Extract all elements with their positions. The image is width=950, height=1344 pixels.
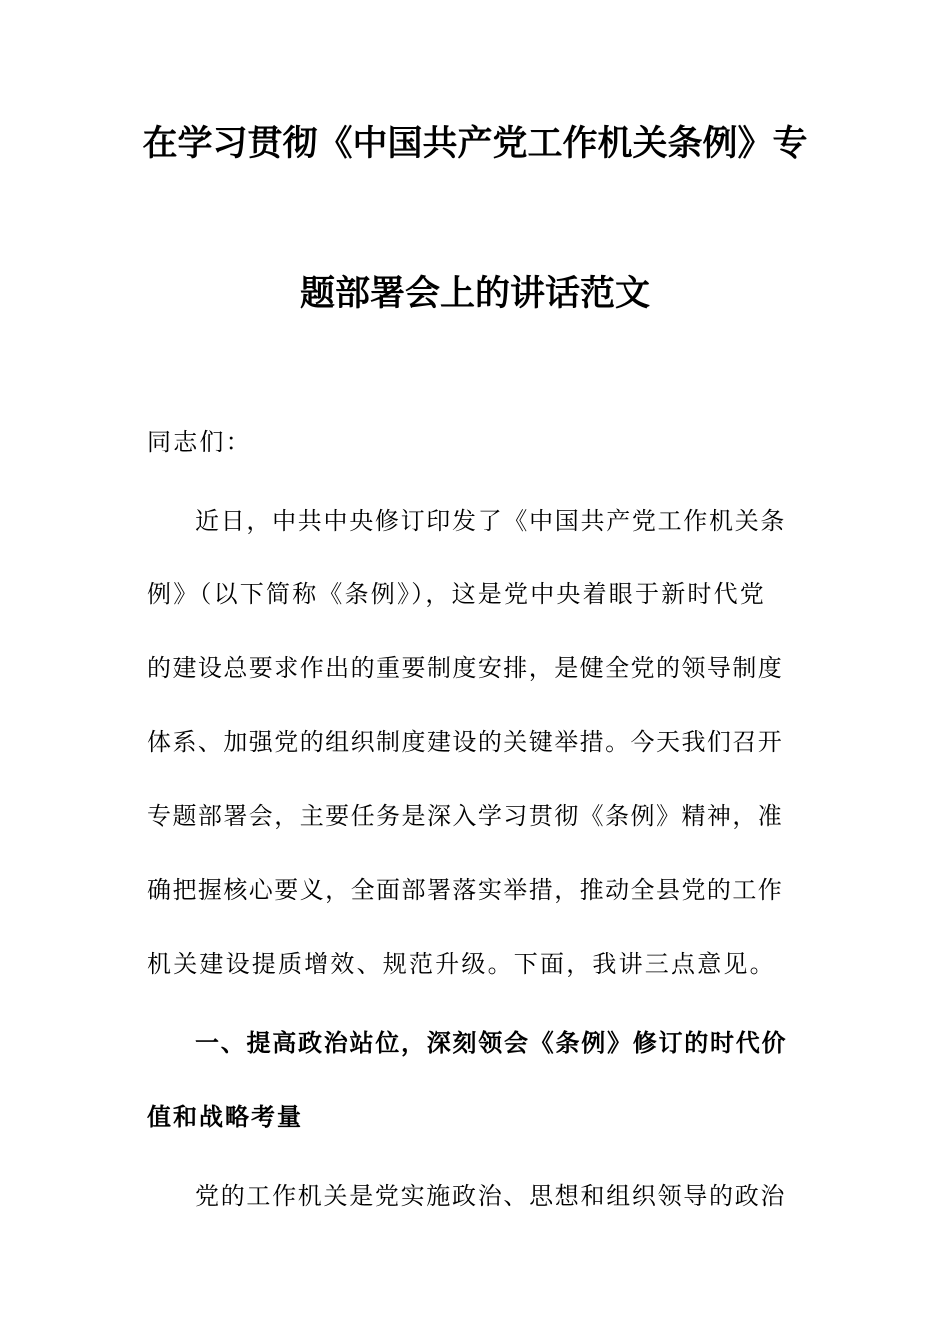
section-1-heading-line-2: 值和战略考量: [147, 1103, 303, 1131]
paragraph-1-line-3: 的建设总要求作出的重要制度安排，是健全党的领导制度: [147, 654, 784, 682]
paragraph-1-line-1: 近日，中共中央修订印发了《中国共产党工作机关条: [195, 507, 787, 535]
section-1-heading-line-1: 一、提高政治站位，深刻领会《条例》修订的时代价: [195, 1029, 788, 1057]
document-title-line-2: 题部署会上的讲话范文: [299, 274, 650, 314]
paragraph-2-line-1: 党的工作机关是党实施政治、思想和组织领导的政治: [195, 1182, 787, 1210]
paragraph-1-line-6: 确把握核心要义，全面部署落实举措，推动全县党的工作: [147, 876, 784, 904]
paragraph-1-line-4: 体系、加强党的组织制度建设的关键举措。今天我们召开: [147, 728, 784, 756]
paragraph-1-line-5: 专题部署会，主要任务是深入学习贯彻《条例》精神，准: [147, 802, 784, 830]
paragraph-1-line-7: 机关建设提质增效、规范升级。下面，我讲三点意见。: [147, 950, 776, 978]
document-title-line-1: 在学习贯彻《中国共产党工作机关条例》专: [142, 124, 808, 164]
paragraph-1-line-2: 例》（以下简称《条例》），这是党中央着眼于新时代党: [147, 580, 766, 608]
salutation: 同志们：: [147, 428, 252, 456]
